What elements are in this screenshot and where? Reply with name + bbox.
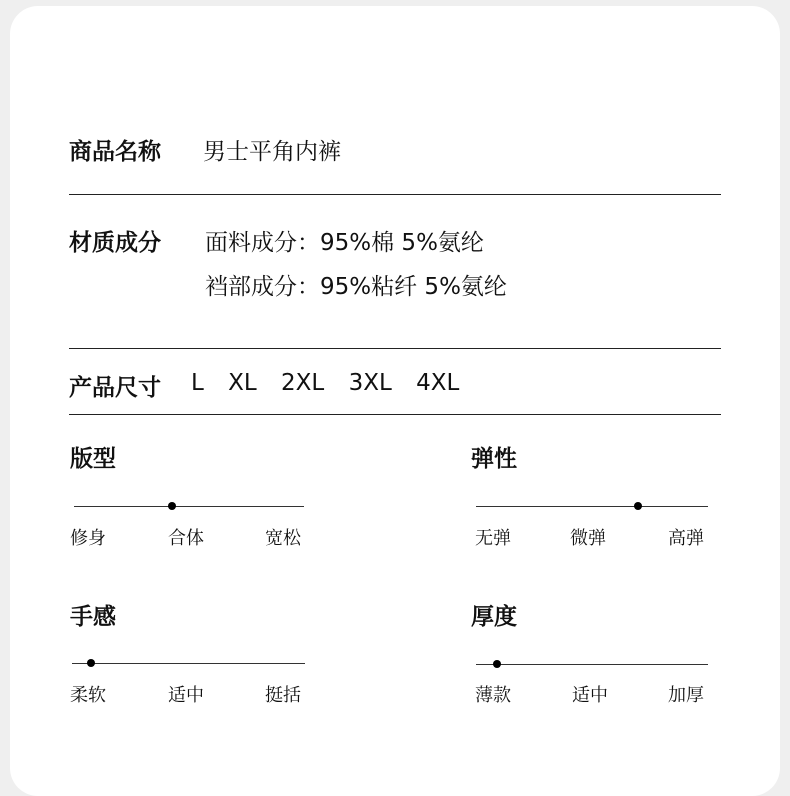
size-label: 产品尺寸 bbox=[69, 375, 161, 401]
size-list bbox=[191, 370, 476, 396]
hand-feel-option-mid: 适中 bbox=[168, 685, 204, 706]
hand-feel-option-high: 挺括 bbox=[265, 685, 301, 706]
product-name-value: 男士平角内裤 bbox=[203, 139, 341, 165]
size-option: 3XL bbox=[348, 370, 392, 396]
thickness-option-mid: 适中 bbox=[572, 685, 608, 706]
divider bbox=[69, 414, 721, 415]
fit-scale-line bbox=[74, 506, 304, 507]
fit-option-mid: 合体 bbox=[168, 528, 204, 549]
thickness-scale-line bbox=[476, 664, 708, 665]
fit-scale-marker bbox=[168, 502, 176, 510]
size-option: XL bbox=[228, 370, 257, 396]
divider bbox=[69, 348, 721, 349]
elasticity-option-mid: 微弹 bbox=[570, 528, 606, 549]
fit-title: 版型 bbox=[70, 446, 116, 472]
hand-feel-option-low: 柔软 bbox=[70, 685, 106, 706]
elasticity-title: 弹性 bbox=[471, 446, 517, 472]
thickness-option-high: 加厚 bbox=[668, 685, 704, 706]
material-label: 材质成分 bbox=[69, 230, 161, 256]
fabric-composition: 面料成分：95%棉 5%氨纶 bbox=[205, 230, 484, 256]
hand-feel-title: 手感 bbox=[70, 604, 116, 630]
fit-option-high: 宽松 bbox=[265, 528, 301, 549]
elasticity-option-low: 无弹 bbox=[475, 528, 511, 549]
fit-option-low: 修身 bbox=[70, 528, 106, 549]
crotch-composition: 裆部成分：95%粘纤 5%氨纶 bbox=[205, 274, 507, 300]
divider bbox=[69, 194, 721, 195]
size-option: 2XL bbox=[281, 370, 325, 396]
thickness-title: 厚度 bbox=[471, 604, 517, 630]
elasticity-option-high: 高弹 bbox=[668, 528, 704, 549]
size-option: 4XL bbox=[416, 370, 460, 396]
hand-feel-scale-line bbox=[72, 663, 305, 664]
thickness-scale-marker bbox=[493, 660, 501, 668]
product-name-label: 商品名称 bbox=[69, 139, 161, 165]
size-option: L bbox=[191, 370, 204, 396]
elasticity-scale-line bbox=[476, 506, 708, 507]
hand-feel-scale-marker bbox=[87, 659, 95, 667]
thickness-option-low: 薄款 bbox=[475, 685, 511, 706]
